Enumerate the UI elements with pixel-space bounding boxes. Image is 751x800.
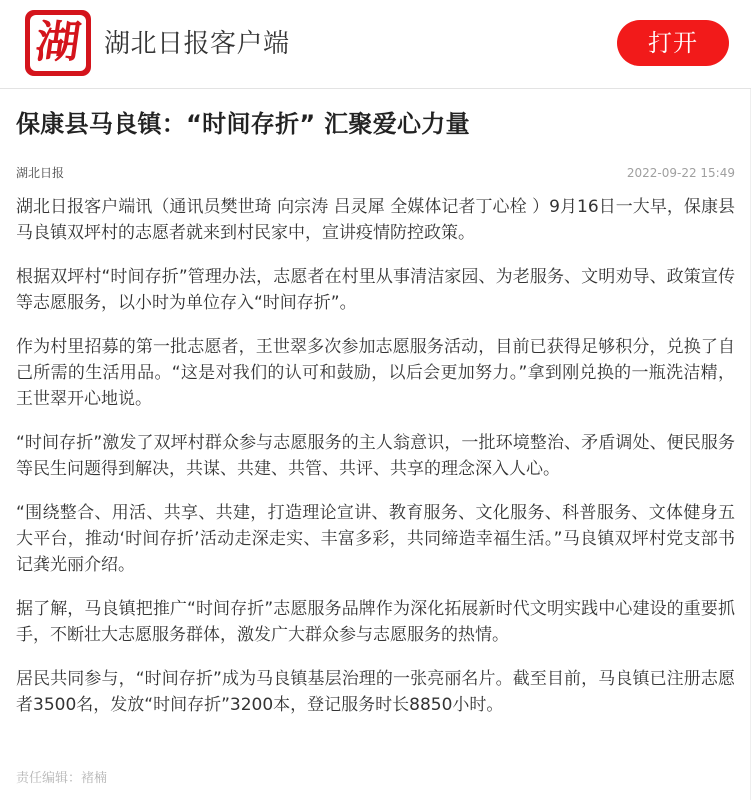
- app-logo-char: 湖: [32, 17, 84, 68]
- responsible-editor: 责任编辑：褚楠: [16, 771, 108, 786]
- article-paragraph: 作为村里招募的第一批志愿者，王世翠多次参加志愿服务活动，目前已获得足够积分，兑换了自己所需的生活用品。“这是对我们的认可和鼓励，以后会更加努力。”拿到刚兑换的一瓶洗洁精，王世翠开心地说。: [16, 337, 735, 409]
- article-meta: [16, 162, 735, 184]
- article-paragraph: 居民共同参与，“时间存折”成为马良镇基层治理的一张亮丽名片。截至目前，马良镇已注册志愿者3500名，发放“时间存折”3200本，登记服务时长8850小时。: [16, 669, 735, 715]
- app-logo-inner: [30, 15, 86, 71]
- article-source: 湖北日报: [16, 166, 65, 180]
- article-paragraph: 湖北日报客户端讯（通讯员樊世琦 向宗涛 吕灵犀 全媒体记者丁心栓 ）9月16日一大早，保康县马良镇双坪村的志愿者就来到村民家中，宣讲疫情防控政策。: [16, 197, 735, 243]
- app-download-banner: [0, 0, 751, 89]
- article-timestamp: 2022-09-22 15:49: [626, 166, 735, 180]
- app-name: 湖北日报客户端: [104, 29, 290, 59]
- article-title: 保康县马良镇：“时间存折” 汇聚爱心力量: [16, 110, 470, 138]
- article-paragraph: “时间存折”激发了双坪村群众参与志愿服务的主人翁意识，一批环境整治、矛盾调处、便民服务等民生问题得到解决，共谋、共建、共管、共评、共享的理念深入人心。: [16, 433, 735, 479]
- article-paragraph: “围绕整合、用活、共享、共建，打造理论宣讲、教育服务、文化服务、科普服务、文体健身五大平台，推动‘时间存折’活动走深走实、丰富多彩，共同缔造幸福生活。”马良镇双坪村党支部书记龚光丽介绍。: [16, 503, 735, 575]
- article-body: [16, 194, 735, 718]
- article-paragraph: 根据双坪村“时间存折”管理办法，志愿者在村里从事清洁家园、为老服务、文明劝导、政策宣传等志愿服务，以小时为单位存入“时间存折”。: [16, 267, 735, 313]
- article: [16, 89, 735, 736]
- article-paragraph: 据了解，马良镇把推广“时间存折”志愿服务品牌作为深化拓展新时代文明实践中心建设的重要抓手，不断壮大志愿服务群体，激发广大群众参与志愿服务的热情。: [16, 599, 735, 645]
- app-logo: [25, 10, 91, 76]
- open-app-button[interactable]: 打开: [617, 20, 729, 66]
